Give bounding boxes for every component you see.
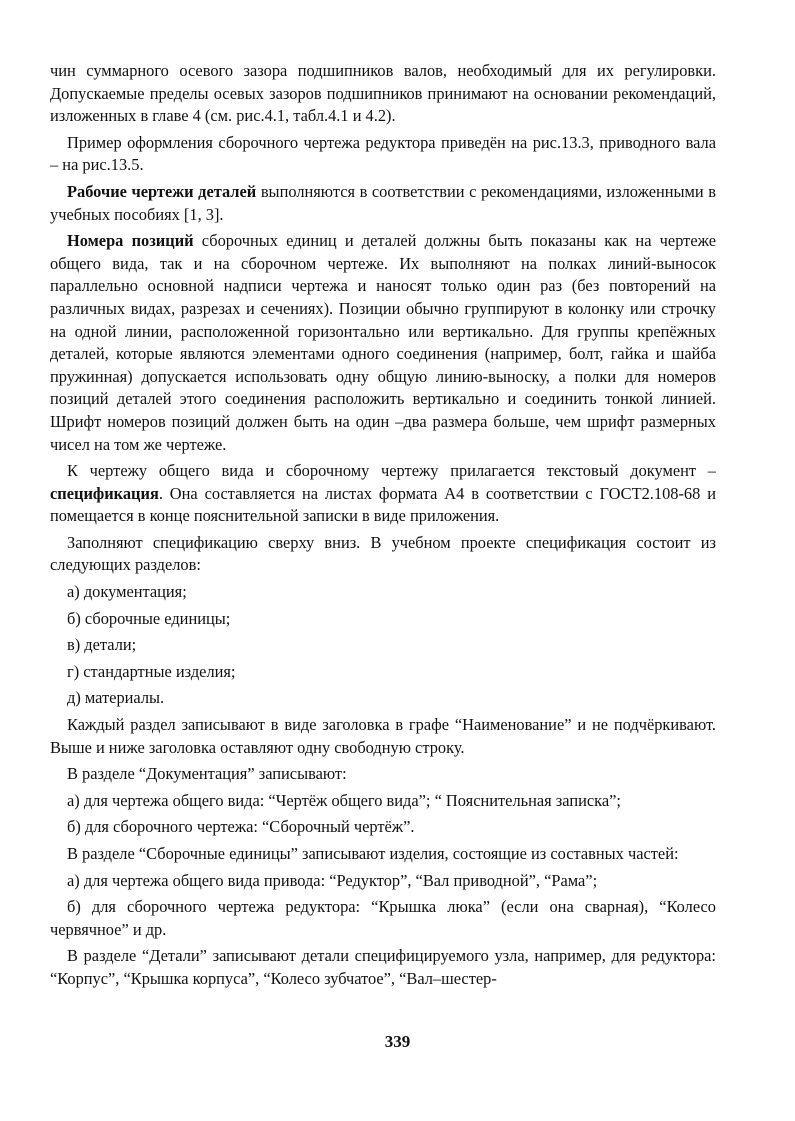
paragraph-working-drawings — [50, 181, 716, 226]
paragraph-specification-end: . Она составляется на листах формата А4 в соответствии с ГОСТ2.108-68 и помещается в конце пояснительной записки в виде приложения. — [50, 483, 716, 526]
list-item: в) детали; — [67, 635, 137, 655]
paragraph-assembly-units: В разделе “Сборочные единицы” записывают изделия, состоящие из составных частей: — [67, 844, 679, 863]
paragraph-axial-clearance: чин суммарного осевого зазора подшипников валов, необходимый для их регулировки. Допускаемые пределы осевых зазоров подшипников принимают на основании рекомендаций, изложенных в главе 4 (см. рис.4.1, табл.4.1 и 4.2). — [50, 61, 716, 126]
list-item: б) сборочные единицы; — [67, 608, 231, 628]
paragraph-section-headers: Каждый раздел записывают в виде заголовка в графе “Наименование” и не подчёркивают. Выше и ниже заголовка оставляют одну свободную строку. — [50, 715, 716, 757]
paragraph-assembly-example: Пример оформления сборочного чертежа редуктора приведён на рис.13.3, приводного вала – на рис.13.5. — [50, 132, 716, 175]
paragraph-documentation-section: В разделе “Документация” записывают: — [67, 764, 347, 784]
list-item: д) материалы. — [67, 688, 165, 708]
paragraph-position-numbers — [50, 230, 716, 456]
list-item: а) документация; — [67, 582, 187, 602]
paragraph-assembly-units-b: б) для сборочного чертежа редуктора: “Крышка люка” (если она сварная), “Колесо червячное” и др. — [50, 897, 716, 939]
term-position-numbers: Номера позиций — [67, 231, 194, 251]
list-item: г) стандартные изделия; — [67, 661, 236, 681]
term-specification: спецификация — [50, 483, 159, 503]
paragraph-documentation-b: б) для сборочного чертежа: “Сборочный чертёж”. — [67, 817, 415, 837]
body-text — [50, 60, 716, 995]
paragraph-working-drawings-text: выполняются в соответствии с рекомендациями, изложенными в учебных пособиях [1, 3]. — [50, 181, 716, 224]
paragraph-parts-section: В разделе “Детали” записывают детали специфицируемого узла, например, для редуктора: “Корпус”, “Крышка корпуса”, “Колесо зубчатое”, “Вал–шестер- — [50, 946, 716, 988]
paragraph-fill-order: Заполняют спецификацию сверху вниз. В учебном проекте спецификация состоит из следующих разделов: — [50, 532, 716, 575]
paragraph-assembly-units-a: а) для чертежа общего вида привода: “Редуктор”, “Вал приводной”, “Рама”; — [67, 870, 598, 890]
page-number: 339 — [384, 1032, 411, 1051]
paragraph-specification-start: К чертежу общего вида и сборочному чертежу прилагается текстовый документ – — [67, 461, 716, 481]
paragraph-documentation-a: а) для чертежа общего вида: “Чертёж общего вида”; “ Пояснительная записка”; — [67, 790, 621, 810]
paragraph-position-numbers-text: сборочных единиц и деталей должны быть показаны как на чертеже общего вида, так и на сборочном чертеже. Их выполняют на полках линий-выносок параллельно основной надписи чертежа и наносят только один раз (без повторений на различных видах, разрезах и сечениях). Позиции обычно группируют в колонку или строчку на одной линии, расположенной горизонтально или вертикально. Для группы крепёжных деталей, которые являются элементами одного соединения (например, болт, гайка и шайба пружинная) допускается использовать одну общую линию-выноску, а полки для номеров позиций деталей этого соединения расположить вертикально и соединить тонкой линией. Шрифт номеров позиций должен быть на один –два размера больше, чем шрифт размерных чисел на том же чертеже. — [50, 231, 716, 454]
paragraph-specification — [50, 460, 716, 528]
term-working-drawings: Рабочие чертежи деталей — [67, 181, 257, 201]
